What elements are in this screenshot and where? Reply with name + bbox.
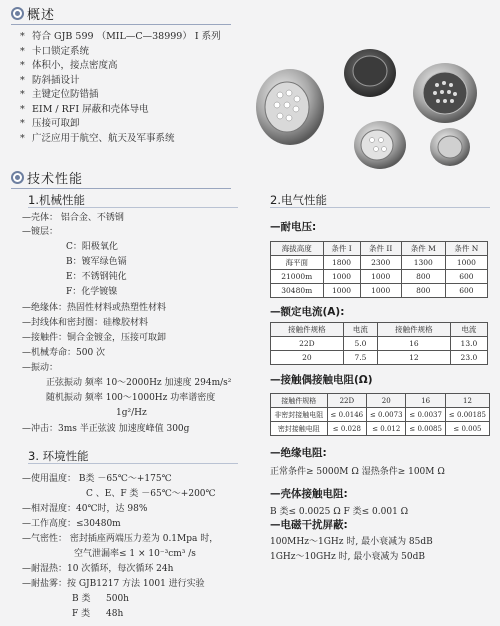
env-humidity: —相对湿度：40℃时，达 98% <box>22 504 148 514</box>
mech-underline <box>28 207 238 208</box>
mech-sine: 正弦振动 频率 10～2000Hz 加速度 294m/s² <box>46 378 232 388</box>
emi-title: —电磁干扰屏蔽: <box>270 519 348 531</box>
env-saltfog-f-val: 48h <box>106 609 124 619</box>
env-saltfog: —耐盐雾：按 GJB1217 方法 1001 进行实验 <box>22 579 205 589</box>
table-header-row: 接触件规格 电流 接触件规格 电流 <box>271 323 488 337</box>
overview-divider <box>11 24 231 25</box>
plating-item: B：镀军绿色镉 <box>66 257 127 267</box>
env-saltfog-b: B 类 <box>72 594 91 604</box>
feature-list <box>20 30 221 146</box>
current-table <box>270 322 488 365</box>
table-row: 非密封接触电阻 ≤ 0.0146 ≤ 0.0073 ≤ 0.0037 ≤ 0.00185 <box>271 408 490 422</box>
insulation-title: —绝缘电阻: <box>270 447 327 459</box>
shell-res-title: —壳体接触电阻: <box>270 488 348 500</box>
section-bullet-icon <box>11 7 24 20</box>
plating-item: F：化学镀镍 <box>66 287 118 297</box>
env-airtight1: —气密性： 密封插座两端压力差为 0.1Mpa 时， <box>22 534 219 544</box>
env-title: 3. 环境性能 <box>28 449 89 463</box>
table-row: 22D 5.0 16 13.0 <box>271 337 488 351</box>
table-header-row: 海拔高度 条件 I 条件 II 条件 M 条件 N <box>271 242 488 256</box>
list-item: * 主键定位防错插 <box>20 89 99 100</box>
table-row: 20 7.5 12 23.0 <box>271 351 488 365</box>
list-item: * EIM / RFI 屏蔽和壳体导电 <box>20 103 149 115</box>
env-temp1: —使用温度： B类 －65℃～+175℃ <box>22 474 172 484</box>
list-item: * 卡口锁定系统 <box>20 45 90 57</box>
resistance-table <box>270 393 490 436</box>
env-airtight2: 空气泄漏率≤ 1 × 10⁻³cm³ /s <box>74 549 196 559</box>
voltage-table <box>270 241 488 298</box>
list-item: * 符合 GJB 599 （MIL—C—38999） I 系列 <box>20 31 221 42</box>
env-underline <box>28 463 238 464</box>
plating-item: C：阳极氧化 <box>66 242 118 252</box>
mech-vib-label: —振动： <box>22 363 59 373</box>
mech-contact: —接触件：铜合金镀金，压接可取卸 <box>22 333 167 343</box>
plating-item: E：不锈钢钝化 <box>66 272 127 282</box>
list-item: * 压接可取卸 <box>20 118 80 129</box>
mech-random-psd: 1g²/Hz <box>116 408 147 418</box>
list-item: * 体积小，接点密度高 <box>20 60 118 71</box>
mech-plating-label: —镀层： <box>22 227 59 237</box>
elec-title: 2.电气性能 <box>270 193 327 207</box>
voltage-title: —耐电压: <box>270 221 317 233</box>
connector-product-image <box>245 45 495 175</box>
table-row: 密封接触电阻 ≤ 0.028 ≤ 0.012 ≤ 0.0085 ≤ 0.005 <box>271 422 490 436</box>
elec-underline <box>270 207 490 208</box>
list-item: * 广泛应用于航空、航天及军事系统 <box>20 132 175 144</box>
mech-shock: —冲击：3ms 半正弦波 加速度峰值 300g <box>22 424 190 434</box>
tech-title: 技术性能 <box>27 172 84 187</box>
shell-res-text: B 类≤ 0.0025 Ω F 类≤ 0.001 Ω <box>270 507 409 517</box>
table-row: 30480m 1000 1000 800 600 <box>271 284 488 298</box>
emi-line2: 1GHz～10GHz 时, 最小衰减为 50dB <box>270 552 426 562</box>
env-impact: —耐湿热：10 次循环，每次循环 24h <box>22 564 174 574</box>
emi-line1: 100MHz～1GHz 时, 最小衰减为 85dB <box>270 537 433 547</box>
env-temp2: C 、E、F 类 －65℃～+200℃ <box>86 489 216 499</box>
insulation-text: 正常条件≥ 5000M Ω 湿热条件≥ 100M Ω <box>270 467 445 477</box>
table-row: 21000m 1000 1000 800 600 <box>271 270 488 284</box>
mech-shell: —壳体： 铝合金、不锈钢 <box>22 213 124 223</box>
overview-title: 概述 <box>27 8 56 23</box>
env-saltfog-f: F 类 <box>72 609 91 619</box>
resistance-title: —接触偶接触电阻(Ω) <box>270 374 373 386</box>
mech-life: —机械寿命：500 次 <box>22 348 106 358</box>
mech-seal: —封线体和密封圈：硅橡胶材料 <box>22 318 149 328</box>
section-bullet-icon <box>11 171 24 184</box>
list-item: * 防斜插设计 <box>20 74 80 86</box>
mech-insulator: —绝缘体：热固性材料或热塑性材料 <box>22 303 167 313</box>
tech-divider <box>11 188 231 189</box>
env-saltfog-b-val: 500h <box>106 594 129 604</box>
table-row: 海平面 1800 2300 1300 1000 <box>271 256 488 270</box>
table-header-row: 接触件规格 22D 20 16 12 <box>271 394 490 408</box>
mech-random: 随机振动 频率 100～1000Hz 功率谱密度 <box>46 393 216 403</box>
current-title: —额定电流(A): <box>270 306 345 318</box>
mech-title: 1.机械性能 <box>28 193 85 207</box>
env-altitude: —工作高度：≤30480m <box>22 519 121 529</box>
